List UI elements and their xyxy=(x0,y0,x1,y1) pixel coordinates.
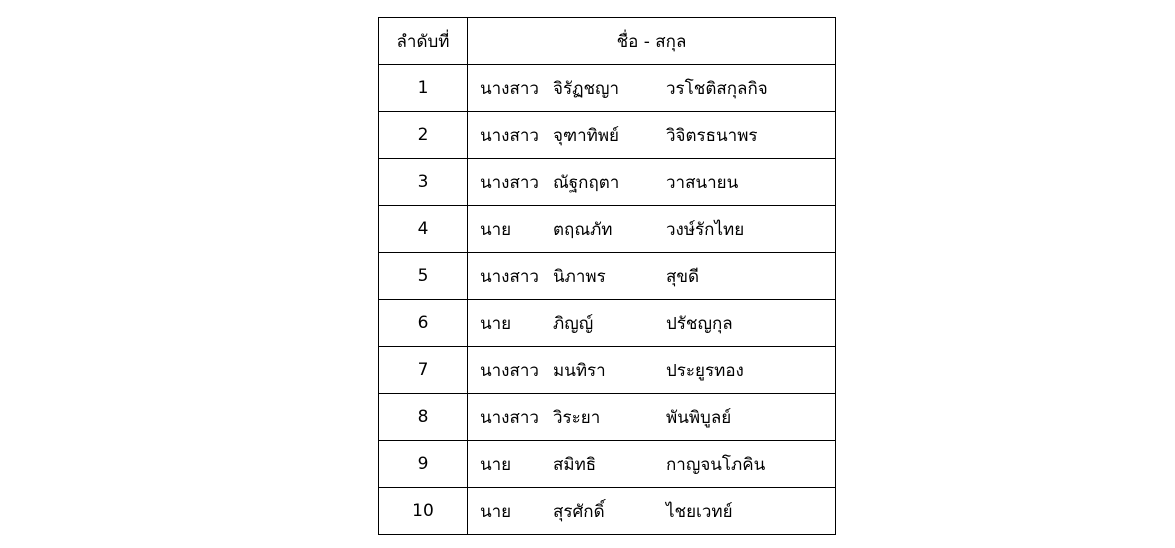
first-name: ตฤณภัท xyxy=(553,219,613,240)
row-full-name xyxy=(468,488,836,535)
table-row xyxy=(379,441,836,488)
first-name: สุรศักดิ์ xyxy=(553,501,605,522)
row-number: 10 xyxy=(379,488,468,535)
name-title: นางสาว xyxy=(480,266,539,287)
name-parts xyxy=(468,112,835,158)
name-parts xyxy=(468,347,835,393)
header-number: ลำดับที่ xyxy=(379,18,468,65)
table-row xyxy=(379,488,836,535)
last-name: พันพิบูลย์ xyxy=(666,407,732,428)
table-row xyxy=(379,394,836,441)
table-row xyxy=(379,206,836,253)
first-name: สมิทธิ xyxy=(553,454,597,475)
row-full-name xyxy=(468,347,836,394)
name-list-table xyxy=(378,17,836,535)
first-name: จิรัฏชญา xyxy=(553,78,620,99)
table-row xyxy=(379,65,836,112)
name-title: นางสาว xyxy=(480,172,539,193)
name-parts xyxy=(468,394,835,440)
row-full-name xyxy=(468,159,836,206)
table-body xyxy=(379,65,836,535)
name-parts xyxy=(468,300,835,346)
name-parts xyxy=(468,206,835,252)
name-parts xyxy=(468,253,835,299)
name-title: นางสาว xyxy=(480,78,539,99)
row-full-name xyxy=(468,394,836,441)
first-name: ณัฐกฤตา xyxy=(553,172,620,193)
name-title: นางสาว xyxy=(480,360,539,381)
table-row xyxy=(379,112,836,159)
table-row xyxy=(379,300,836,347)
row-full-name xyxy=(468,441,836,488)
row-full-name xyxy=(468,65,836,112)
row-number: 5 xyxy=(379,253,468,300)
name-title: นางสาว xyxy=(480,125,539,146)
row-full-name xyxy=(468,112,836,159)
name-title: นาย xyxy=(480,219,512,240)
name-parts xyxy=(468,159,835,205)
last-name: ปรัชญกุล xyxy=(666,313,733,334)
last-name: ประยูรทอง xyxy=(666,360,744,381)
row-full-name xyxy=(468,300,836,347)
table-header-row xyxy=(379,18,836,65)
first-name: ภิญญ์ xyxy=(553,313,594,334)
table-row xyxy=(379,253,836,300)
row-full-name xyxy=(468,253,836,300)
row-number: 1 xyxy=(379,65,468,112)
last-name: กาญจนโภคิน xyxy=(666,454,766,475)
last-name: วาสนายน xyxy=(666,172,739,193)
row-number: 8 xyxy=(379,394,468,441)
table-row xyxy=(379,159,836,206)
name-parts xyxy=(468,65,835,111)
name-parts xyxy=(468,488,835,534)
last-name: วิจิตรธนาพร xyxy=(666,125,758,146)
last-name: วรโชติสกุลกิจ xyxy=(666,78,768,99)
table-row xyxy=(379,347,836,394)
name-title: นาย xyxy=(480,454,512,475)
last-name: ไชยเวทย์ xyxy=(666,501,733,522)
first-name: จุฑาทิพย์ xyxy=(553,125,619,146)
name-title: นาย xyxy=(480,313,512,334)
first-name: นิภาพร xyxy=(553,266,606,287)
name-title: นางสาว xyxy=(480,407,539,428)
last-name: วงษ์รักไทย xyxy=(666,219,745,240)
row-number: 3 xyxy=(379,159,468,206)
row-number: 7 xyxy=(379,347,468,394)
name-title: นาย xyxy=(480,501,512,522)
row-number: 2 xyxy=(379,112,468,159)
first-name: มนทิรา xyxy=(553,360,606,381)
row-number: 9 xyxy=(379,441,468,488)
first-name: วิระยา xyxy=(553,407,601,428)
row-number: 6 xyxy=(379,300,468,347)
row-number: 4 xyxy=(379,206,468,253)
header-name: ชื่อ - สกุล xyxy=(468,18,836,65)
name-parts xyxy=(468,441,835,487)
last-name: สุขดี xyxy=(666,266,700,287)
row-full-name xyxy=(468,206,836,253)
